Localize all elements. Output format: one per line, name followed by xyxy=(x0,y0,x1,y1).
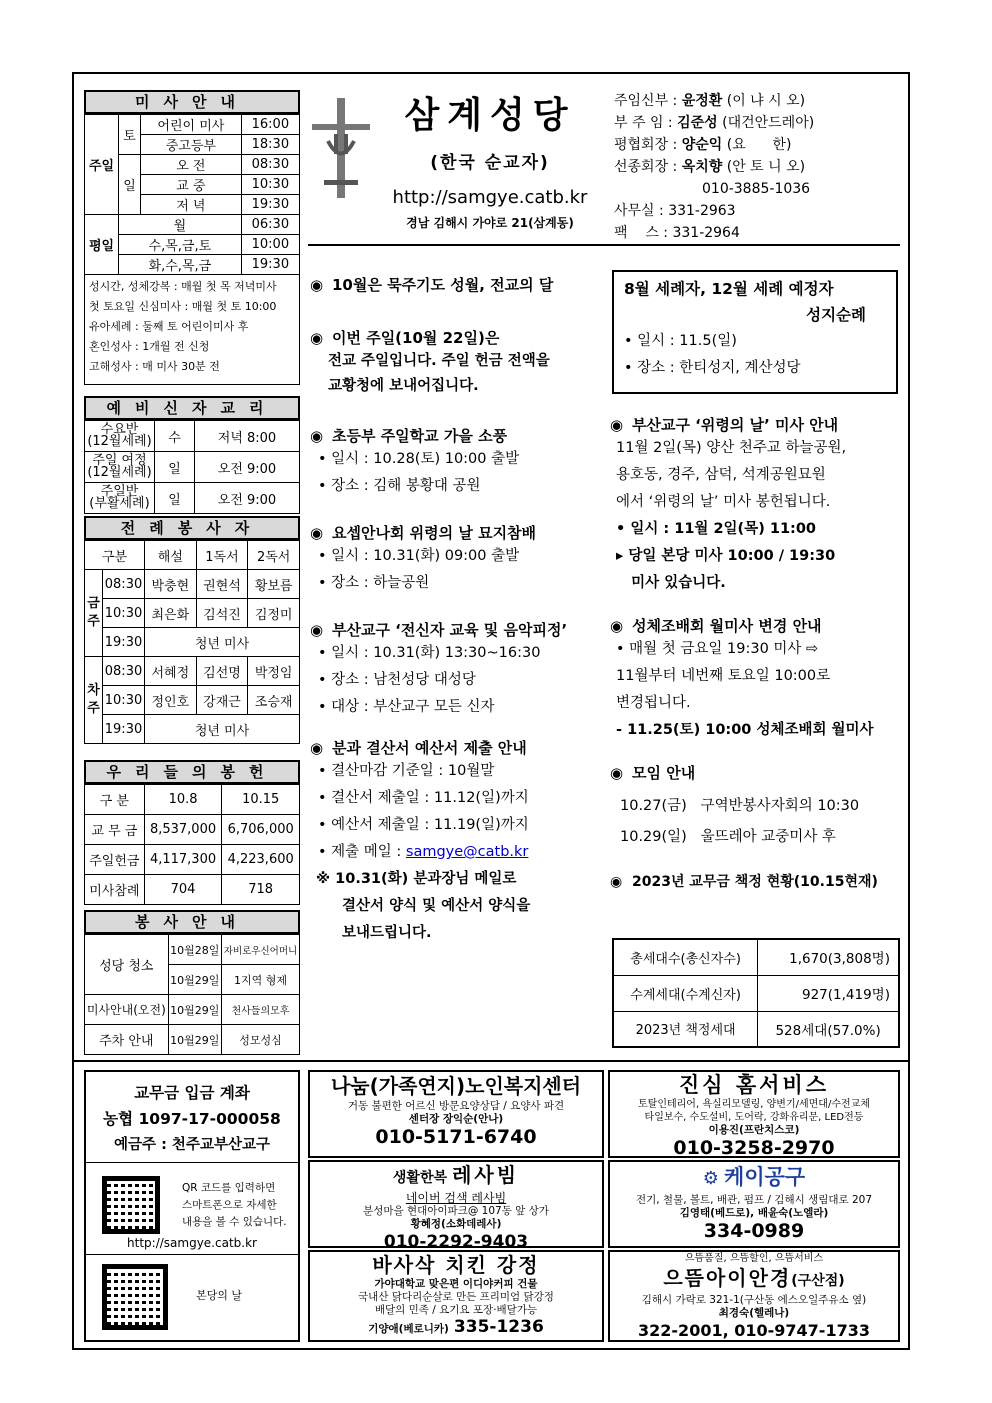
mass-section xyxy=(84,90,300,385)
notice-title: ◉ 요셉안나회 위령의 날 묘지참배 xyxy=(310,524,537,542)
bank-qr-box: 교무금 입금 계좌 농협 1097-17-000058 예금주 : 천주교부산교구 QR 코드를 입력하면 스마트폰으로 자세한 내용을 볼 수 있습니다. http://samgye.catb.kr 본당의 날 xyxy=(84,1070,300,1342)
mass-table: 주일 토 어린이 미사 16:00 중고등부 18:30 일 오 전 08:30 교 중 10:30 저 녁 19:30 평일 월 06:30 수,목,금,토 10:00 화,수,목,금 19:30 xyxy=(84,114,300,275)
notice-title: ◉ 초등부 주일학교 가을 소풍 xyxy=(310,427,508,445)
tools-logo-icon: ⚙ xyxy=(702,1168,719,1189)
catechumen-header: 예비신자교리 xyxy=(84,396,300,420)
church-address: 경남 김해시 가야로 21(삼계동) xyxy=(406,216,574,230)
tithe-title: ◉ 2023년 교무금 책정 현황(10.15현재) xyxy=(610,874,878,890)
qr-text: QR 코드를 입력하면 스마트폰으로 자세한 내용을 볼 수 있습니다. xyxy=(182,1182,287,1228)
ad-welfare-center: 나눔(가족연지)노인복지센터 거동 불편한 어르신 방문요양상담 / 요양사 파견 센터장 장익순(안나) 010-5171-6740 xyxy=(308,1070,604,1158)
staff-row: 주임신부 : 윤정환 (이 냐 시 오) xyxy=(614,93,806,109)
bottom-divider xyxy=(74,1060,908,1062)
pilgrimage-box: 8월 세례자, 12월 세례 예정자 성지순례 • 일시 : 11.5(일) • 장소 : 한티성지, 계산성당 xyxy=(612,270,898,394)
qr-code-icon[interactable] xyxy=(102,1264,168,1330)
ad-chicken: 바사삭 치킨 강정 가야대학교 맞은편 이디야커피 건물 국내산 닭다리순살로 만든 프리미엄 닭강정 배달의 민족 / 요기요 포장·배달가능 기양애(베로니카) 335-1236 xyxy=(308,1250,604,1342)
phone: 010-3885-1036 xyxy=(702,181,811,197)
notice-title: ◉ 모임 안내 xyxy=(610,764,696,782)
ad-home-service: 진심 홈서비스 토탈인테리어, 욕실리모델링, 양변기/세면대/수전교체 타일보수, 수도설비, 도어락, 강화유리문, LED전등 이용진(프란치스코) 010-3258-2970 xyxy=(608,1070,900,1158)
tithe-table: 총세대수(총신자수) 1,670(3,808명) 수계세대(수계신자) 927(1,419명) 2023년 책정세대 528세대(57.0%) xyxy=(612,938,900,1048)
ad-tools: ⚙ 케이공구 전기, 철물, 볼트, 배관, 펌프 / 김해시 생림대로 207 김영태(베드로), 배윤숙(노엘라) 334-0989 xyxy=(608,1160,900,1248)
header-titles xyxy=(380,92,600,231)
staff-row: 선종회장 : 옥치향 (안 토 니 오) xyxy=(614,159,806,175)
offering-table: 구 분 10.8 10.15 교 무 금 8,537,000 6,706,000 주일헌금 4,117,300 4,223,600 미사참례 704 718 xyxy=(84,784,300,905)
church-title: 삼계성당 xyxy=(404,95,576,136)
church-url[interactable]: http://samgye.catb.kr xyxy=(392,187,588,208)
staff-row: 평협회장 : 양순익 (요 한) xyxy=(614,137,792,153)
staff-row: 부 주 임 : 김준성 (대건안드레아) xyxy=(614,115,815,131)
service-section xyxy=(84,910,300,1055)
email-link[interactable]: samgye@catb.kr xyxy=(405,844,529,860)
offering-section xyxy=(84,760,300,905)
qr-url[interactable]: http://samgye.catb.kr xyxy=(127,1236,257,1250)
notice-title: ◉ 성체조배회 월미사 변경 안내 xyxy=(610,617,822,635)
catechumen-table: 수요반 (12월세례) 수 저녁 8:00 주일 여정 (12월세례) 일 오전 9:00 주일반 (부활세례) 일 오전 9:00 xyxy=(84,420,300,514)
liturgy-header: 전례봉사자 xyxy=(84,516,300,540)
mass-header: 미사안내 xyxy=(84,90,300,114)
cross-sword-logo-icon xyxy=(306,96,376,206)
notice-title: ◉ 부산교구 ‘전신자 교육 및 음악피정’ xyxy=(310,621,568,639)
qr-code-icon[interactable] xyxy=(102,1176,160,1234)
service-table: 성당 청소 10월28일 자비로우신어머니 10월29일 1지역 형제 미사안내(오전) 10월29일 천사들의모후 주차 안내 10월29일 성모성심 xyxy=(84,934,300,1055)
mass-notes: 성시간, 성체강복 : 매월 첫 목 저녁미사 첫 토요일 신심미사 : 매월 첫 토 10:00 유아세례 : 둘째 토 어린이미사 후 혼인성사 : 1개월 전 신청 고해성사 : 매 미사 30분 전 xyxy=(84,275,300,385)
notice-title: ◉ 부산교구 ‘위령의 날’ 미사 안내 xyxy=(610,416,839,434)
church-subtitle: (한국 순교자) xyxy=(430,153,550,173)
header-divider xyxy=(308,244,900,246)
offering-header: 우리들의봉헌 xyxy=(84,760,300,784)
ad-optical: 으뜸품질, 으뜸할인, 으뜸서비스 으뜸아이안경(구산점) 김해시 가락로 321-1(구산동 에스오일주유소 옆) 최경숙(헬레나) 322-2001, 010-9747-1733 xyxy=(608,1250,900,1342)
notice-title: ◉ 10월은 묵주기도 성월, 전교의 달 xyxy=(310,276,554,294)
ad-hanbok: 생활한복 레사빔 네이버 검색 레사빔 분성마을 현대아이파크@ 107동 앞 상가 황혜정(소화데레사) 010-2292-9403 xyxy=(308,1160,604,1248)
church-logo xyxy=(306,96,376,206)
staff-list xyxy=(614,90,904,244)
notice-title: ◉ 분과 결산서 예산서 제출 안내 xyxy=(310,739,527,757)
tithe-table-wrap xyxy=(612,938,900,1048)
catechumen-section xyxy=(84,396,300,514)
liturgy-section xyxy=(84,516,300,744)
notices-right: ◉ 부산교구 ‘위령의 날’ 미사 안내 11월 2일(목) 양산 천주교 하늘공원, 용호동, 경주, 삼덕, 석계공원묘원 에서 ‘위령의 날’ 미사 봉헌됩니다. • 일시 : 11월 2일(목) 11:00 ▸ 당일 본당 미사 10:00 / 19:30 미사 있습니다. ◉ 성체조배회 월미사 변경 안내 • 매월 첫 금요일 19:30 미사 ⇨ 11월부터 네번째 토요일 10:00로 변경됩니다. - 11.25(토) 10:00 성체조배회 월미사 ◉ 모임 안내 10.27(금) 구역반봉사자회의 10:30 10.29(일) 울뜨레아 교중미사 후 ◉ 2023년 교무금 책정 현황(10.15현재) xyxy=(610,414,906,891)
bulletin-page xyxy=(72,72,910,1350)
office-phone: 사무실 : 331-2963 xyxy=(614,203,736,219)
liturgy-table: 구분 해설 1독서 2독서 금주 08:30 박충현 권현석 황보름 10:30 최은화 김석진 김정미 19:30 청년 미사 차주 08:30 서혜정 김선명 박정임 10:30 정인호 강재근 조승재 19:30 청년 미사 xyxy=(84,540,300,744)
fax-number: 팩 스 : 331-2964 xyxy=(614,225,740,241)
email-line: • 제출 메일 : samgye@catb.kr xyxy=(318,844,529,860)
notice-title: ◉ 이번 주일(10월 22일)은 xyxy=(310,329,500,347)
notices-left: ◉ 10월은 묵주기도 성월, 전교의 달 ◉ 이번 주일(10월 22일)은 전교 주일입니다. 주일 헌금 전액을 교황청에 보내어집니다. ◉ 초등부 주일학교 가을 소풍 • 일시 : 10.28(토) 10:00 출발 • 장소 : 김해 봉황대 공원 ◉ 요셉안나회 위령의 날 묘지참배 • 일시 : 10.31(화) 09:00 출발 • 장소 : 하늘공원 ◉ 부산교구 ‘전신자 교육 및 음악피정’ • 일시 : 10.31(화) 13:30~16:30 • 장소 : 남천성당 대성당 • 대상 : 부산교구 모든 신자 ◉ 분과 결산서 예산서 제출 안내 • 결산마감 기준일 : 10월말 • 결산서 제출일 : 11.12(일)까지 • 예산서 제출일 : 11.19(일)까지 • 제출 메일 : samgye@catb.kr ※ 10.31(화) 분과장님 메일로 결산서 양식 및 예산서 양식을 보내드립니다. xyxy=(310,274,606,947)
service-header: 봉사안내 xyxy=(84,910,300,934)
